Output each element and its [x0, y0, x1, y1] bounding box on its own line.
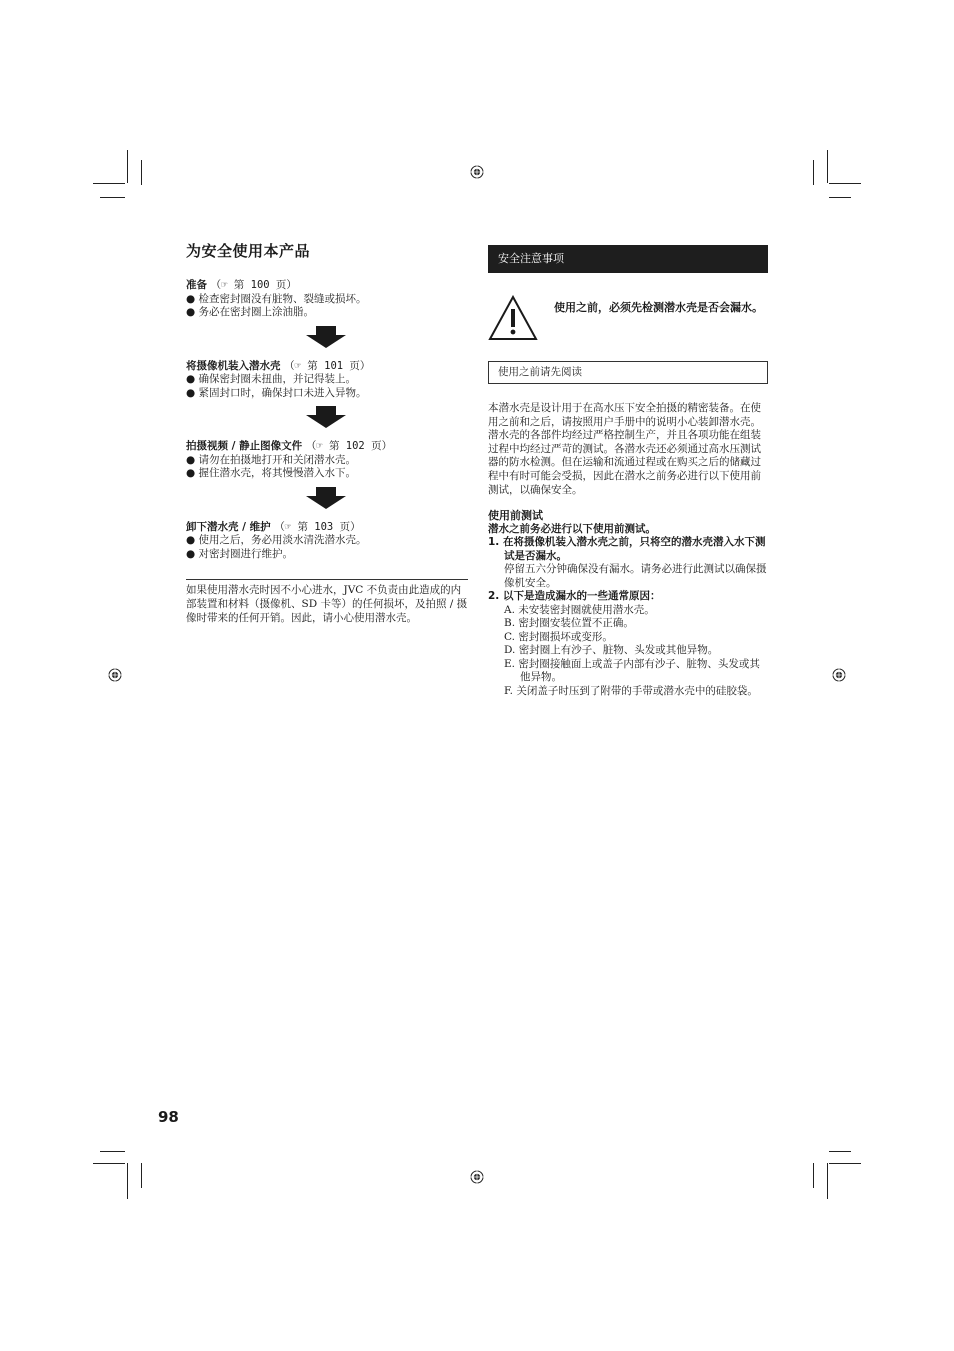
left-column [186, 240, 468, 625]
intro-paragraph: 本潜水壳是设计用于在高水压下安全拍摄的精密装备。在使用之前和之后，请按照用户手册中的说明小心装卸潜水壳。 [488, 402, 761, 428]
bullet-item: ● 确保密封圈未扭曲，并记得装上。 [186, 373, 356, 385]
section-banner: 安全注意事项 [488, 245, 768, 273]
pretest-section [488, 509, 768, 698]
page-title: 为安全使用本产品 [186, 242, 311, 260]
crop-mark [829, 197, 851, 198]
crop-mark [829, 183, 861, 184]
registration-mark-icon [470, 1170, 484, 1184]
step-install [186, 360, 468, 401]
warning-block [488, 295, 768, 341]
arrow-down-icon [306, 326, 346, 348]
page-number: 98 [158, 1108, 179, 1126]
page-reference: （☞ 第 101 页） [284, 359, 371, 372]
bullet-item: ● 握住潜水壳，将其慢慢潜入水下。 [186, 467, 356, 479]
crop-mark [827, 150, 828, 183]
warning-triangle-icon [488, 295, 538, 341]
bullet-item: ● 对密封圈进行维护。 [186, 547, 293, 560]
step-shoot [186, 440, 468, 481]
crop-mark [93, 1163, 125, 1164]
step-heading: 卸下潜水壳 / 维护 [186, 520, 271, 533]
crop-mark [813, 1163, 814, 1188]
step-heading: 准备 [186, 279, 207, 291]
crop-mark [100, 1151, 125, 1152]
registration-mark-icon [470, 165, 484, 179]
crop-mark [829, 1151, 851, 1152]
bullet-item: ● 使用之后，务必用淡水清洗潜水壳。 [186, 534, 367, 546]
registration-mark-icon [832, 668, 846, 682]
registration-mark-icon [108, 668, 122, 682]
arrow-down-icon [306, 487, 346, 509]
list-item: 2. 以下是造成漏水的一些通常原因： [488, 590, 661, 603]
crop-mark [813, 160, 814, 185]
step-maintain [186, 521, 468, 562]
bullet-item: ● 紧固封口时，确保封口未进入异物。 [186, 386, 367, 399]
step-heading: 将摄像机装入潜水壳 [186, 359, 281, 372]
cause-item: A. 未安装密封圈就使用潜水壳。 [504, 603, 655, 616]
manufacturing-paragraph: 潜水壳的各部件均经过严格控制生产，并且各项功能在组装过程中均经过严苛的测试。各潜水壳还必须通过高水压测试器的防水检测。但在运输和流通过程或在购买之后的储藏过程中有时可能会受损，因此在潜水之前务必进行以下使用前测试，以确保安全。 [488, 429, 761, 496]
bullet-item: ● 请勿在拍摄地打开和关闭潜水壳。 [186, 453, 356, 466]
crop-mark [829, 1163, 861, 1164]
crop-mark [127, 1163, 128, 1199]
crop-mark [141, 1163, 142, 1188]
crop-mark [100, 197, 125, 198]
pretest-intro: 潜水之前务必进行以下使用前测试。 [488, 522, 656, 535]
bullet-item: ● 务必在密封圈上涂油脂。 [186, 306, 314, 318]
crop-mark [141, 160, 142, 185]
cause-item: B. 密封圈安装位置不正确。 [504, 617, 634, 630]
arrow-down-icon [306, 406, 346, 428]
cause-item: E. 密封圈接触面上或盖子内部有沙子、脏物、头发或其他异物。 [504, 657, 760, 684]
cause-item: C. 密封圈损坏或变形。 [504, 630, 613, 643]
right-column [488, 245, 768, 698]
disclaimer-note: 如果使用潜水壳时因不小心进水，JVC 不负责由此造成的内部装置和材料（摄像机、SD 卡等）的任何损坏，及拍照 / 摄像时带来的任何开销。因此，请小心使用潜水壳。 [186, 584, 468, 624]
list-item-detail: 停留五六分钟确保没有漏水。请务必进行此测试以确保摄像机安全。 [504, 563, 767, 589]
page-reference: （☞ 第 103 页） [274, 520, 361, 533]
bullet-item: ● 检查密封圈没有脏物、裂缝或损坏。 [186, 292, 367, 305]
crop-mark [93, 183, 125, 184]
list-item: 1. 在将摄像机装入潜水壳之前，只将空的潜水壳潜入水下测试是否漏水。 [488, 536, 766, 562]
cause-item: D. 密封圈上有沙子、脏物、头发或其他异物。 [504, 644, 719, 657]
step-heading: 拍摄视频 / 静止图像文件 [186, 440, 303, 452]
crop-mark [127, 150, 128, 183]
crop-mark [827, 1163, 828, 1199]
pretest-heading: 使用前测试 [488, 509, 543, 523]
read-before-use-heading: 使用之前请先阅读 [488, 361, 768, 384]
page-reference: （☞ 第 102 页） [305, 440, 393, 452]
cause-item: F. 关闭盖子时压到了附带的手带或潜水壳中的硅胶袋。 [504, 684, 758, 697]
warning-text: 使用之前，必须先检测潜水壳是否会漏水。 [554, 301, 763, 314]
page-reference: （☞ 第 100 页） [210, 279, 297, 291]
step-prepare [186, 279, 468, 320]
